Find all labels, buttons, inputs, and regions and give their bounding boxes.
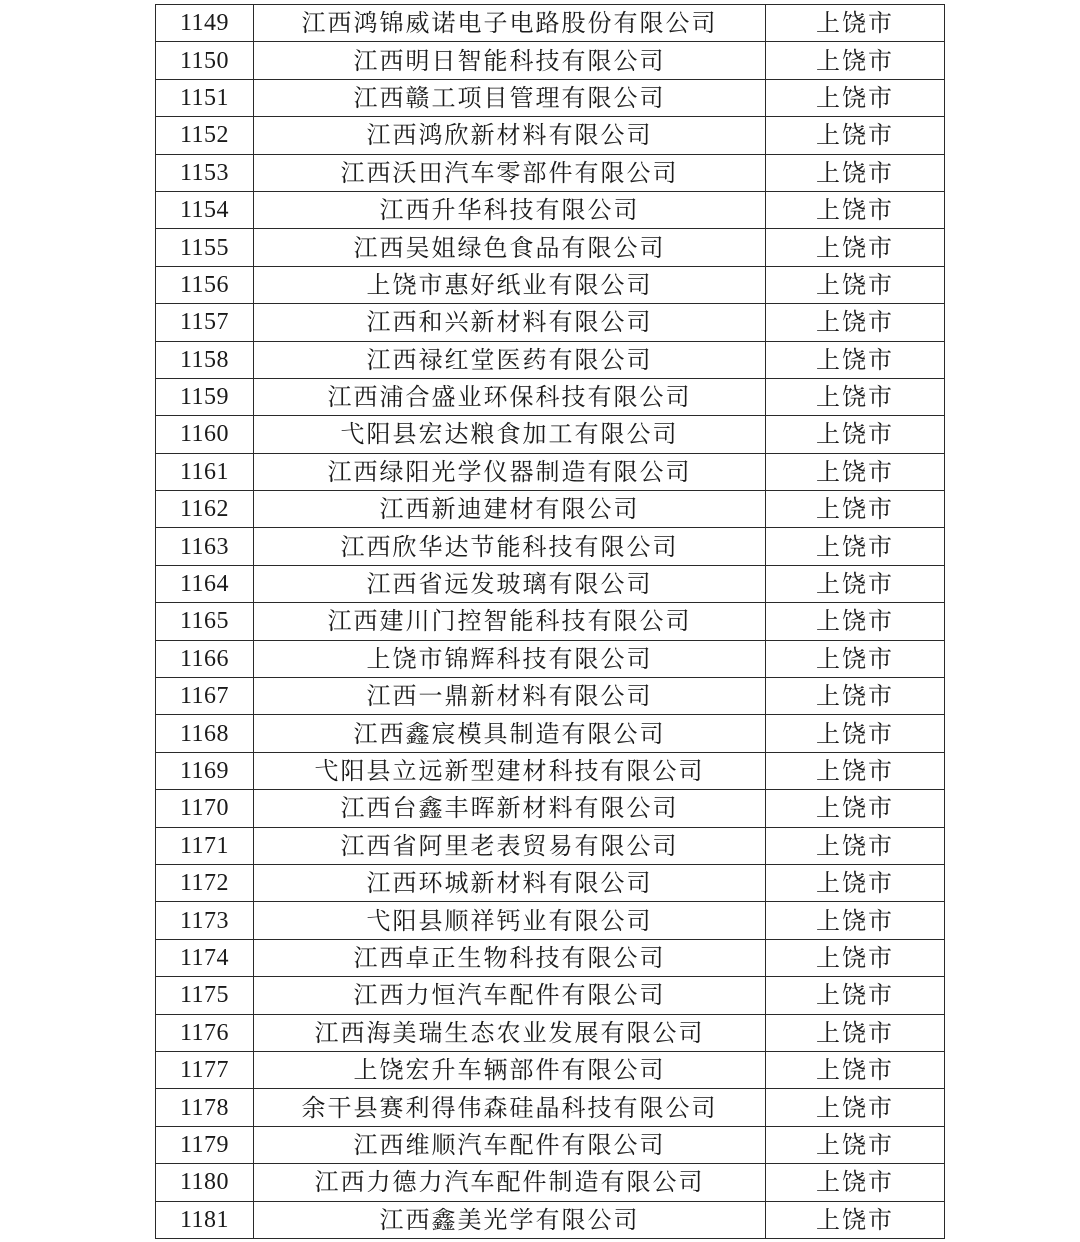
company-name-cell: 江西鸿锦威诺电子电路股份有限公司 <box>254 5 766 42</box>
table-row <box>156 790 945 827</box>
company-name-cell: 江西力恒汽车配件有限公司 <box>254 977 766 1014</box>
city-cell: 上饶市 <box>766 154 945 191</box>
row-index-cell: 1158 <box>156 341 254 378</box>
row-index-cell: 1162 <box>156 491 254 528</box>
city-cell: 上饶市 <box>766 266 945 303</box>
city-cell: 上饶市 <box>766 117 945 154</box>
company-name-cell: 江西卓正生物科技有限公司 <box>254 939 766 976</box>
company-name-cell: 上饶市惠好纸业有限公司 <box>254 266 766 303</box>
table-row <box>156 304 945 341</box>
city-cell: 上饶市 <box>766 640 945 677</box>
table-body <box>156 5 945 1239</box>
company-name-cell: 上饶宏升车辆部件有限公司 <box>254 1051 766 1088</box>
city-cell: 上饶市 <box>766 79 945 116</box>
table-row <box>156 42 945 79</box>
city-cell: 上饶市 <box>766 378 945 415</box>
company-table <box>155 4 945 1239</box>
city-cell: 上饶市 <box>766 453 945 490</box>
table-row <box>156 939 945 976</box>
city-cell: 上饶市 <box>766 528 945 565</box>
table-row <box>156 1014 945 1051</box>
city-cell: 上饶市 <box>766 1126 945 1163</box>
table-row <box>156 5 945 42</box>
row-index-cell: 1163 <box>156 528 254 565</box>
row-index-cell: 1164 <box>156 565 254 602</box>
city-cell: 上饶市 <box>766 902 945 939</box>
city-cell: 上饶市 <box>766 491 945 528</box>
table-row <box>156 603 945 640</box>
row-index-cell: 1169 <box>156 752 254 789</box>
row-index-cell: 1154 <box>156 191 254 228</box>
company-name-cell: 江西明日智能科技有限公司 <box>254 42 766 79</box>
city-cell: 上饶市 <box>766 416 945 453</box>
row-index-cell: 1174 <box>156 939 254 976</box>
table-row <box>156 528 945 565</box>
row-index-cell: 1180 <box>156 1164 254 1201</box>
table-row <box>156 491 945 528</box>
row-index-cell: 1171 <box>156 827 254 864</box>
city-cell: 上饶市 <box>766 565 945 602</box>
row-index-cell: 1175 <box>156 977 254 1014</box>
table-row <box>156 266 945 303</box>
city-cell: 上饶市 <box>766 1164 945 1201</box>
city-cell: 上饶市 <box>766 864 945 901</box>
table-row <box>156 715 945 752</box>
city-cell: 上饶市 <box>766 715 945 752</box>
company-name-cell: 江西禄红堂医药有限公司 <box>254 341 766 378</box>
row-index-cell: 1157 <box>156 304 254 341</box>
row-index-cell: 1153 <box>156 154 254 191</box>
company-name-cell: 江西省阿里老表贸易有限公司 <box>254 827 766 864</box>
table-row <box>156 640 945 677</box>
company-name-cell: 弋阳县宏达粮食加工有限公司 <box>254 416 766 453</box>
company-name-cell: 江西欣华达节能科技有限公司 <box>254 528 766 565</box>
company-name-cell: 江西力德力汽车配件制造有限公司 <box>254 1164 766 1201</box>
company-name-cell: 江西鸿欣新材料有限公司 <box>254 117 766 154</box>
table-row <box>156 154 945 191</box>
city-cell: 上饶市 <box>766 678 945 715</box>
table-row <box>156 378 945 415</box>
row-index-cell: 1151 <box>156 79 254 116</box>
row-index-cell: 1166 <box>156 640 254 677</box>
company-name-cell: 江西鑫宸模具制造有限公司 <box>254 715 766 752</box>
row-index-cell: 1156 <box>156 266 254 303</box>
table-row <box>156 1089 945 1126</box>
table-row <box>156 229 945 266</box>
table-row <box>156 752 945 789</box>
row-index-cell: 1172 <box>156 864 254 901</box>
company-name-cell: 江西沃田汽车零部件有限公司 <box>254 154 766 191</box>
table-row <box>156 902 945 939</box>
table-row <box>156 117 945 154</box>
city-cell: 上饶市 <box>766 1051 945 1088</box>
table-row <box>156 1126 945 1163</box>
company-name-cell: 江西和兴新材料有限公司 <box>254 304 766 341</box>
row-index-cell: 1178 <box>156 1089 254 1126</box>
table-row <box>156 1051 945 1088</box>
company-name-cell: 弋阳县立远新型建材科技有限公司 <box>254 752 766 789</box>
row-index-cell: 1155 <box>156 229 254 266</box>
city-cell: 上饶市 <box>766 603 945 640</box>
row-index-cell: 1170 <box>156 790 254 827</box>
company-name-cell: 江西吴姐绿色食品有限公司 <box>254 229 766 266</box>
table-row <box>156 678 945 715</box>
table-row <box>156 79 945 116</box>
city-cell: 上饶市 <box>766 1201 945 1238</box>
row-index-cell: 1165 <box>156 603 254 640</box>
row-index-cell: 1168 <box>156 715 254 752</box>
row-index-cell: 1160 <box>156 416 254 453</box>
row-index-cell: 1149 <box>156 5 254 42</box>
row-index-cell: 1152 <box>156 117 254 154</box>
city-cell: 上饶市 <box>766 341 945 378</box>
table-row <box>156 1201 945 1238</box>
company-name-cell: 江西新迪建材有限公司 <box>254 491 766 528</box>
company-name-cell: 江西绿阳光学仪器制造有限公司 <box>254 453 766 490</box>
city-cell: 上饶市 <box>766 229 945 266</box>
row-index-cell: 1150 <box>156 42 254 79</box>
row-index-cell: 1176 <box>156 1014 254 1051</box>
company-name-cell: 江西鑫美光学有限公司 <box>254 1201 766 1238</box>
row-index-cell: 1159 <box>156 378 254 415</box>
city-cell: 上饶市 <box>766 827 945 864</box>
company-name-cell: 江西升华科技有限公司 <box>254 191 766 228</box>
company-name-cell: 弋阳县顺祥钙业有限公司 <box>254 902 766 939</box>
city-cell: 上饶市 <box>766 1014 945 1051</box>
city-cell: 上饶市 <box>766 977 945 1014</box>
company-name-cell: 江西省远发玻璃有限公司 <box>254 565 766 602</box>
company-name-cell: 江西建川门控智能科技有限公司 <box>254 603 766 640</box>
row-index-cell: 1177 <box>156 1051 254 1088</box>
row-index-cell: 1161 <box>156 453 254 490</box>
company-name-cell: 江西维顺汽车配件有限公司 <box>254 1126 766 1163</box>
table-row <box>156 341 945 378</box>
city-cell: 上饶市 <box>766 790 945 827</box>
company-name-cell: 余干县赛利得伟森硅晶科技有限公司 <box>254 1089 766 1126</box>
company-name-cell: 上饶市锦辉科技有限公司 <box>254 640 766 677</box>
company-name-cell: 江西浦合盛业环保科技有限公司 <box>254 378 766 415</box>
company-name-cell: 江西台鑫丰晖新材料有限公司 <box>254 790 766 827</box>
city-cell: 上饶市 <box>766 304 945 341</box>
city-cell: 上饶市 <box>766 752 945 789</box>
table-row <box>156 864 945 901</box>
table-row <box>156 977 945 1014</box>
table-row <box>156 453 945 490</box>
city-cell: 上饶市 <box>766 939 945 976</box>
city-cell: 上饶市 <box>766 191 945 228</box>
company-name-cell: 江西环城新材料有限公司 <box>254 864 766 901</box>
table-row <box>156 565 945 602</box>
company-name-cell: 江西海美瑞生态农业发展有限公司 <box>254 1014 766 1051</box>
company-name-cell: 江西赣工项目管理有限公司 <box>254 79 766 116</box>
table-row <box>156 191 945 228</box>
city-cell: 上饶市 <box>766 1089 945 1126</box>
city-cell: 上饶市 <box>766 5 945 42</box>
row-index-cell: 1179 <box>156 1126 254 1163</box>
row-index-cell: 1173 <box>156 902 254 939</box>
table-row <box>156 827 945 864</box>
table-row <box>156 1164 945 1201</box>
table-row <box>156 416 945 453</box>
row-index-cell: 1181 <box>156 1201 254 1238</box>
company-name-cell: 江西一鼎新材料有限公司 <box>254 678 766 715</box>
city-cell: 上饶市 <box>766 42 945 79</box>
row-index-cell: 1167 <box>156 678 254 715</box>
